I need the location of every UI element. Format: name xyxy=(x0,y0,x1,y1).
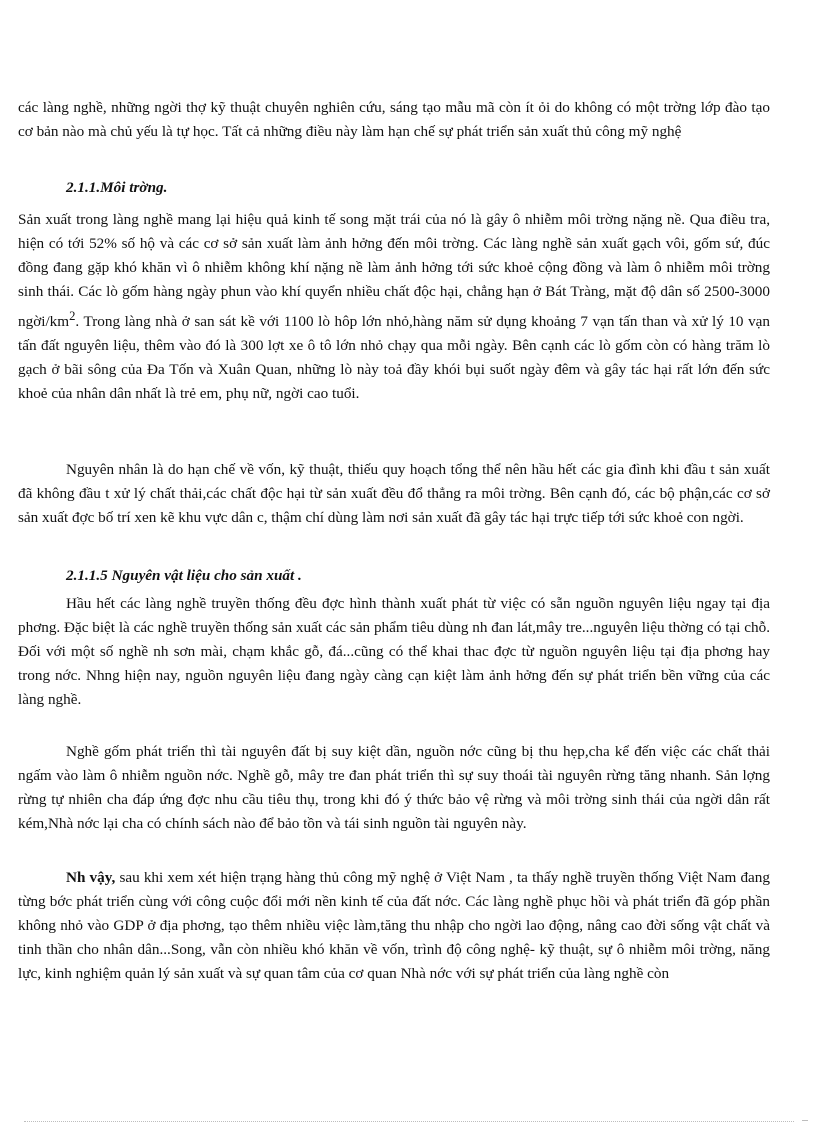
paragraph-raw-materials: Hầu hết các làng nghề truyền thống đều đợc hình thành xuất phát từ việc có sẵn nguồn nguyên liệu ngay tại địa phơng. Đặc biệt là các nghề truyền thống sản xuất các sản phẩm tiêu dùng nh đan lát,mây tre...nguyên liệu thờng có tại chỗ. Đối với một số nghề nh sơn mài, chạm khắc gỗ, đá...cũng có thể khai thac đợc từ nguồn nguyên liệu tại địa phơng hay trong nớc. Nhng hiện nay, nguồn nguyên liệu đang ngày càng cạn kiệt làm ảnh hởng đến sự phát triển bền vững của các làng nghề. xyxy=(18,595,771,708)
section-heading-raw-materials: 2.1.1.5 Nguyên vật liệu cho sản xuất . xyxy=(66,567,302,584)
paragraph-causes: Nguyên nhân là do hạn chế về vốn, kỹ thuật, thiếu quy hoạch tổng thể nên hầu hết các gia đình khi đầu t sản xuất đã không đầu t xử lý chất thải,các chất độc hại từ sản xuất đều đổ thẳng ra môi trờng. Bên cạnh đó, các bộ phận,các cơ sở sản xuất đợc bố trí xen kẽ khu vực dân c, thậm chí dùng làm nơi sản xuất đã gây tác hại trực tiếp tới sức khoẻ con ngời. xyxy=(18,461,770,526)
paragraph-pollution-tail: . Trong làng nhà ở san sát kề với 1100 lò hôp lớn nhỏ,hàng năm sử dụng khoảng 7 vạn tấn than và xử lý 10 vạn tấn đất nguyên liệu, thêm vào đó là 300 lợt xe ô tô lớn nhỏ chạy qua mỗi ngày. Bên cạnh các lò gốm còn có hàng trăm lò gạch ở bãi sông của Đa Tốn và Xuân Quan, những lò này toả đầy khói bụi suốt ngày đêm và gây tác hại rất lớn đến sức khoẻ của nhân dân nhất là trẻ em, phụ nữ, ngời cao tuổi. xyxy=(18,313,770,403)
paragraph-conclusion xyxy=(18,866,770,986)
conclusion-text: sau khi xem xét hiện trạng hàng thủ công mỹ nghệ ở Việt Nam , ta thấy nghề truyền thống Việt Nam đang từng bớc phát triển cùng với công cuộc đổi mới nền kinh tế của đất nớc. Các làng nghề phục hồi và phát triển đã góp phần không nhỏ vào GDP ở địa phơng, tạo thêm nhiều việc làm,tăng thu nhập cho ngời lao động, nâng cao đời sống vật chất và tinh thần cho nhân dân...Song, vẫn còn nhiều khó khăn về vốn, trình độ công nghệ- kỹ thuật, sự ô nhiễm môi trờng, năng lực, kinh nghiệm quản lý sản xuất và sự quan tâm của cơ quan Nhà nớc với sự phát triển của làng nghề còn xyxy=(18,869,770,982)
paragraph-resource-depletion: Nghề gốm phát triển thì tài nguyên đất bị suy kiệt dần, nguồn nớc cũng bị thu hẹp,cha kể đến việc các chất thải ngấm vào làm ô nhiễm nguồn nớc. Nghề gỗ, mây tre đan phát triển thì sự suy thoái tài nguyên rừng tăng nhanh. Sản lợng rừng tự nhiên cha đáp ứng đợc nhu cầu tiêu thụ, trong khi đó ý thức bảo vệ rừng và môi trờng sinh thái của ngời dân rất kém,Nhà nớc lại cha có chính sách nào để bảo tồn và tái sinh nguồn tài nguyên này. xyxy=(18,743,770,832)
superscript-km2: 2 xyxy=(69,309,76,323)
section-heading-environment: 2.1.1.Môi trờng. xyxy=(66,179,168,196)
paragraph-pollution xyxy=(18,208,770,406)
paragraph-pollution-text: Sản xuất trong làng nghề mang lại hiệu quả kinh tế song mặt trái của nó là gây ô nhiễm môi trờng nặng nề. Qua điều tra, hiện có tới 52% số hộ và các cơ sở sản xuất làm ảnh hởng đến môi trờng. Các làng nghề sản xuất gạch vôi, gốm sứ, đúc đồng đang gặp khó khăn vì ô nhiễm không khí nặng nề làm ảnh hởng tới sức khoẻ cộng đồng và làm ô nhiễm môi trờng sinh thái. Các lò gốm hàng ngày phun vào khí quyển nhiều chất độc hại, chẳng hạn ở Bát Tràng, mặt độ dân số 2500-3000 ngời/km xyxy=(18,211,770,331)
conclusion-lead: Nh vậy, xyxy=(66,869,116,886)
page-corner-mark xyxy=(802,1120,808,1121)
page-bottom-rule xyxy=(24,1121,794,1122)
paragraph-craft-workforce: các làng nghề, những ngời thợ kỹ thuật chuyên nghiên cứu, sáng tạo mẫu mã còn ít ỏi do không có một trờng lớp đào tạo cơ bản nào mà chủ yếu là tự học. Tất cả những điều này làm hạn chế sự phát triển sản xuất thủ công mỹ nghệ xyxy=(18,99,770,140)
